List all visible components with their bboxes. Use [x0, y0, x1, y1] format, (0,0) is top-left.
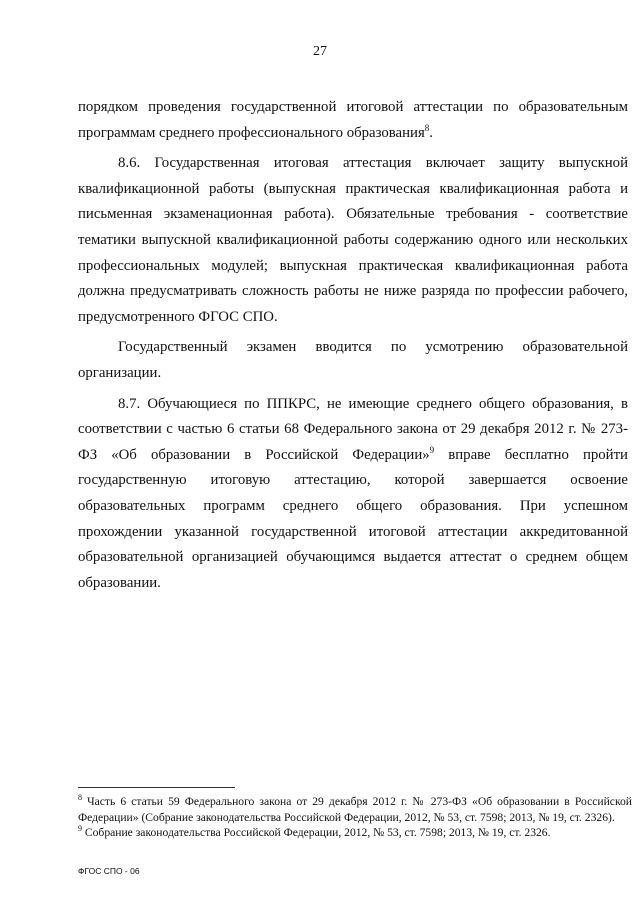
paragraph-8-7: [78, 392, 628, 597]
footnotes: [78, 794, 632, 841]
paragraph-continuation: [78, 95, 628, 146]
document-code: ФГОС СПО - 06: [78, 866, 140, 876]
page-number: 27: [313, 44, 327, 59]
footnote-9: [78, 825, 632, 841]
footnote-ref-8: 8: [424, 122, 430, 133]
footnote-ref-9: 9: [429, 444, 435, 455]
paragraph-end: .: [429, 124, 433, 141]
footnote-text: Собрание законодательства Российской Федерации, 2012, № 53, ст. 7598; 2013, № 19, ст. 2326.: [84, 826, 551, 839]
footnote-divider: [78, 787, 235, 788]
paragraph-state-exam: Государственный экзамен вводится по усмотрению образовательной организации.: [78, 339, 628, 381]
footnote-number: 9: [78, 824, 82, 834]
main-text: [78, 95, 628, 601]
paragraph-text: 8.7. Обучающиеся по ППКРС, не имеющие среднего общего образования, в соответствии с частью 6 статьи 68 Федерального закона от 29 декабря 2012 г. № 273-ФЗ «Об образовании в Российской Федерации»: [78, 395, 628, 463]
paragraph-8-6: 8.6. Государственная итоговая аттестация включает защиту выпускной квалификационной работы (выпускная практическая квалификационная работа и письменная экзаменационная работа). Обязательные требования - соответствие тематики выпускной квалификационной работы содержанию одного или нескольких профессиональных модулей; выпускная практическая квалификационная работа должна предусматривать сложность работы не ниже разряда по профессии рабочего, предусмотренного ФГОС СПО.: [78, 155, 628, 325]
footnote-number: 8: [78, 793, 82, 803]
paragraph-text: порядком проведения государственной итоговой аттестации по образовательным программам среднего профессионального образования: [78, 99, 628, 141]
footnote-text: Часть 6 статьи 59 Федерального закона от 29 декабря 2012 г. № 273-ФЗ «Об образовании в Российской Федерации» (Собрание законодательства Российской Федерации, 2012, № 53, ст. 7598; 2013, № 19, ст. 2326).: [78, 795, 632, 824]
footnote-8: [78, 794, 632, 825]
paragraph-text-continued: вправе бесплатно пройти государственную итоговую аттестацию, которой завершается освоение образовательных программ среднего общего образования. При успешном прохождении указанной государственной итоговой аттестации аккредитованной образовательной организацией обучающимся выдается аттестат о среднем общем образовании.: [78, 446, 628, 591]
